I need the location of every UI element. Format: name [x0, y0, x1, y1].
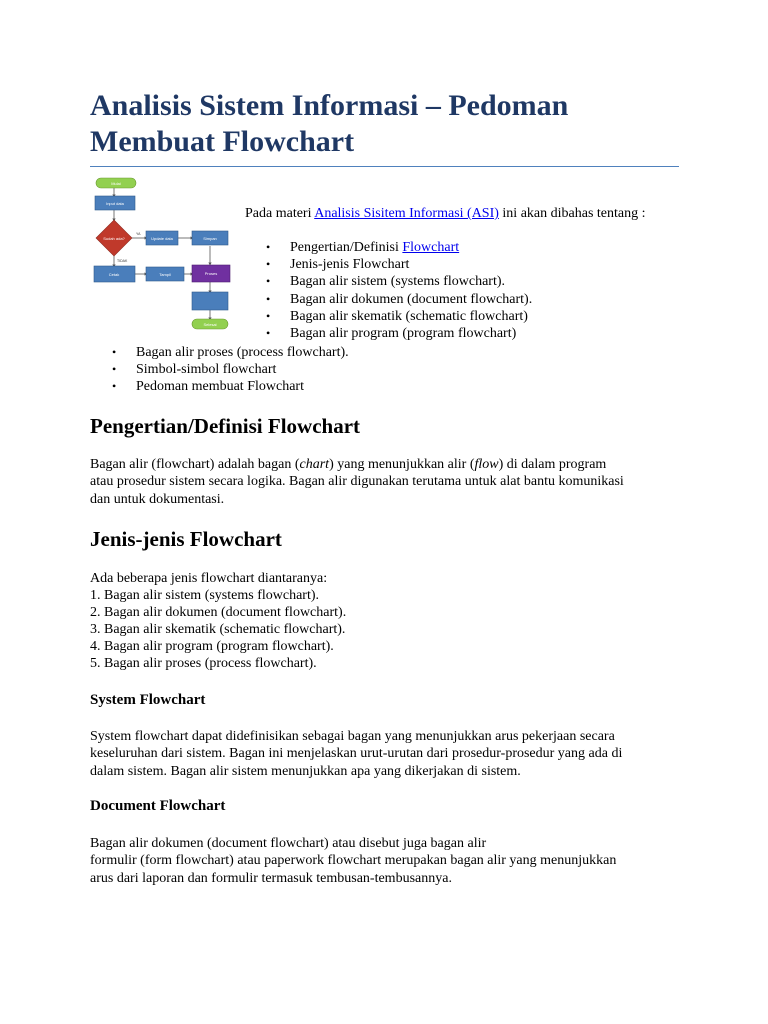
topic-list: [290, 239, 532, 342]
list-item: • Simbol-simbol flowchart: [136, 361, 349, 378]
title-divider: [90, 166, 679, 167]
list-item: 5. Bagan alir proses (process flowchart).: [90, 656, 317, 671]
list-item: 4. Bagan alir program (program flowchart).: [90, 639, 334, 654]
document-line: arus dari laporan dan formulir termasuk tembusan-tembusannya.: [90, 870, 452, 886]
asi-link[interactable]: Analisis Sisitem Informasi (ASI): [314, 206, 499, 221]
list-item: 1. Bagan alir sistem (systems flowchart).: [90, 588, 320, 603]
intro-suffix: ini akan dibahas tentang :: [498, 206, 646, 221]
list-item: • Bagan alir program (program flowchart): [290, 325, 532, 342]
system-line: System flowchart dapat didefinisikan sebagai bagan yang menunjukkan arus pekerjaan secara: [90, 729, 615, 744]
list-item: • Bagan alir skematik (schematic flowchart): [290, 308, 532, 325]
list-item: • Bagan alir dokumen (document flowchart).: [290, 291, 532, 308]
list-item: • Jenis-jenis Flowchart: [290, 256, 532, 273]
text-run-italic: chart: [299, 457, 330, 472]
flow-node-display-label: Tampil: [159, 272, 171, 277]
text-run: Bagan alir (flowchart) adalah bagan (: [90, 457, 300, 472]
document-heading: Document Flowchart: [90, 798, 226, 814]
types-heading: Jenis-jenis Flowchart: [90, 527, 282, 551]
flow-node-input-label: Input data: [106, 201, 124, 206]
definition-heading: Pengertian/Definisi Flowchart: [90, 414, 361, 438]
flow-node-print-label: Cetak: [108, 272, 120, 277]
flow-node-process-label: Proses: [204, 271, 218, 276]
list-item: • Bagan alir sistem (systems flowchart).: [290, 273, 532, 290]
definition-paragraph: [90, 456, 680, 508]
flow-node-save-label: Simpan: [203, 236, 217, 241]
list-item: • Bagan alir proses (process flowchart).: [136, 344, 349, 361]
list-item-text: Pengertian/Definisi: [290, 240, 403, 255]
flow-label-yes: YA: [136, 232, 141, 236]
intro-prefix: Pada materi: [245, 206, 315, 221]
types-lead: Ada beberapa jenis flowchart diantaranya:: [90, 571, 328, 586]
flow-node-update-label: Update data: [151, 236, 173, 241]
definition-line-3: dan untuk dokumentasi.: [90, 491, 225, 507]
flow-node-end-label: Selesai: [203, 322, 217, 327]
definition-line-2: atau prosedur sistem secara logika. Bagan alir digunakan terutama untuk alat bantu komunikasi: [90, 474, 624, 490]
system-line: keseluruhan dari sistem. Bagan ini menjelaskan urut-urutan dari prosedur-prosedur yang ada di: [90, 746, 623, 762]
text-run: ) yang menunjukkan alir (: [329, 457, 475, 472]
topic-list-continued: [136, 344, 349, 396]
document-paragraph: [90, 835, 680, 887]
document-line: formulir (form flowchart) atau paperwork flowchart merupakan bagan alir yang menunjukkan: [90, 853, 617, 869]
flow-node-start-label: Mulai: [111, 181, 121, 186]
system-heading: System Flowchart: [90, 692, 206, 708]
document-line: Bagan alir dokumen (document flowchart) atau disebut juga bagan alir: [90, 836, 487, 851]
system-paragraph: [90, 728, 680, 780]
page-title: Analisis Sistem Informasi – Pedoman Membuat Flowchart: [90, 89, 569, 158]
list-item: • Pedoman membuat Flowchart: [136, 378, 349, 395]
flowchart-link[interactable]: Flowchart: [402, 240, 460, 255]
list-item: [290, 239, 532, 256]
list-item: 2. Bagan alir dokumen (document flowchart).: [90, 605, 347, 620]
flow-node-output: [192, 292, 228, 310]
list-item: 3. Bagan alir skematik (schematic flowchart).: [90, 622, 346, 637]
flowchart-figure: [92, 176, 237, 336]
definition-line-1: [90, 456, 680, 473]
text-run: ) di dalam program: [498, 457, 607, 472]
types-list: [90, 587, 346, 672]
flow-node-decision-label: Sudah ada?: [103, 236, 125, 241]
intro-paragraph: [245, 205, 646, 222]
flow-label-no: TIDAK: [117, 259, 128, 263]
system-line: dalam sistem. Bagan alir sistem menunjukkan apa yang dikerjakan di sistem.: [90, 763, 521, 779]
text-run-italic: flow: [474, 457, 499, 472]
